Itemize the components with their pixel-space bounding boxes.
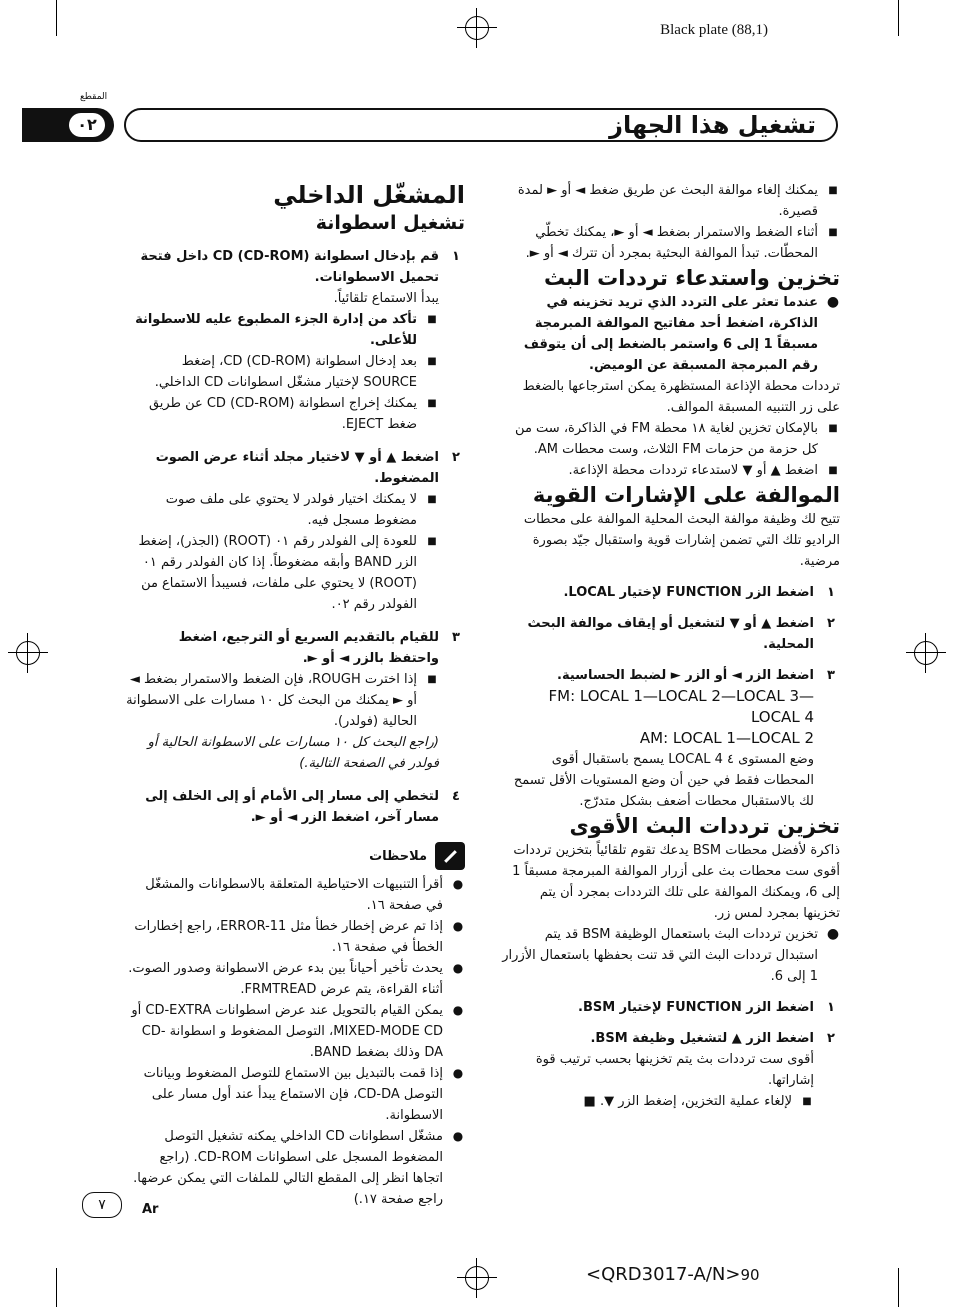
list-item: ● إذا تم عرض إخطار خطأ مثل ERROR-11، راجع إخطارات الخطأ في صفحة ١٦. — [125, 916, 465, 958]
list-item: ■ بالإمكان تخزين لغاية ١٨ محطة FM في الذاكرة، ست من كل حزمة من حزمات FM الثلاث، وست محطات AM. — [500, 418, 840, 460]
list-item: ● عندما تعثر على التردد الذي تريد تخزينه في الذاكرة، اضغط أحد مفاتيح الموالفة المبرمجة مسبقاً 1 إلى 6 واستمر بالضغط إلى أن يتوقف رقم المبرمجة المسبقة عن الوميض. — [500, 292, 840, 376]
step: ٣ للقيام بالتقديم السريع أو الترجيع، اضغط واحتفظ بالزر ◄ أو ►. — [178, 630, 460, 666]
list-item: ■ بعد إدخال اسطوانة (CD (CD-ROM، إضغط SOURCE لإختيار مشغّل اسطوانات CD الداخلي. — [125, 351, 465, 393]
paragraph: ذاكرة لأفضل محطات BSM يدعك تقوم تلقائياً بتخزين ترددات أقوى ست محطات بث على أزرار الموالفة المبرمجة مسبقاً 1 إلى 6، ويمكنك الموالفة على تلك الترددات بمجرد أن يتم تخزينها بمجرد لمس زر. — [512, 843, 840, 921]
bullet-dot-icon: ● — [826, 926, 840, 942]
paragraph: ترددات محطة الإذاعة المستظهرة يمكن استرجاعها بالضغط على زر التنبيه المسبقة الموالف. — [522, 379, 840, 415]
bullet-square-icon: ■ — [802, 1096, 812, 1107]
registration-mark-top — [457, 8, 497, 48]
registration-mark-bottom — [457, 1258, 497, 1298]
step: ٢ اضغط ▲ أو ▼ لاختيار مجلد أثناء عرض الصوت المضغوط. — [155, 450, 460, 486]
crop-mark-right-top — [898, 0, 899, 36]
bullet-dot-icon: ● — [452, 919, 464, 933]
paragraph: يبدأ الاستماع تلقائياً. — [333, 291, 439, 306]
bullet-dot-icon: ● — [452, 961, 464, 975]
plate-label: Black plate (88,1) — [660, 22, 768, 38]
list-item: ■ لا يمكنك اختيار فولدر لا يحتوي على ملف صوت مضغوط مسجل فيه. — [125, 489, 465, 531]
heading-bsm: تخزين ترددات البث الأقوى — [569, 814, 840, 838]
bullet-square-icon: ■ — [828, 423, 838, 434]
bullet-dot-icon: ● — [452, 1003, 464, 1017]
heading-store-recall: تخزين واستدعاء ترددات البث — [543, 266, 840, 290]
pencil-note-icon — [435, 842, 465, 870]
heading-playing-disc: تشغيل اسطوانة — [315, 212, 465, 234]
bullet-square-icon: ■ — [427, 314, 437, 325]
list-item: ■ اضغط ▲ أو ▼ لاستدعاء ترددات محطة الإذاعة. — [500, 460, 840, 481]
right-column — [500, 180, 840, 1112]
bullet-square-icon: ■ — [828, 185, 838, 196]
section-label: المقطع — [80, 92, 108, 102]
bullet-dot-icon: ● — [452, 1129, 464, 1143]
paragraph: تتيح لك وظيفة موالفة البحث المحلية الموالفة على محطات الراديو تلك التي تضمن إشارات قوية واستقبال جيّد بصورة مرضية. — [523, 512, 840, 569]
bullet-dot-icon: ● — [826, 294, 840, 310]
crop-mark-right-bottom — [898, 1268, 899, 1307]
page-number: ٧ — [82, 1192, 122, 1218]
step: ٣ اضغط الزر ◄ أو الزر ► لضبط الحساسية. — [557, 668, 835, 683]
bullet-square-icon: ■ — [427, 536, 437, 547]
bullet-square-icon: ■ — [828, 465, 838, 476]
list-item: ■ إذا اخترت ROUGH، فإن الضغط والاستمرار بضغط ◄ أو ► يمكنك من البحث كل ١٠ مسارات على الاسطوانة الحالية (فولدر). — [125, 669, 465, 732]
list-item: ■ يمكنك إخراج اسطوانة (CD (CD-ROM عن طريق ضغط EJECT. — [125, 393, 465, 435]
bullet-square-icon: ■ — [427, 356, 437, 367]
section-number: ٠٢ — [69, 113, 105, 137]
section-number-tab — [22, 108, 114, 142]
chapter-title: تشغيل هذا الجهاز — [124, 108, 838, 142]
document-code: <QRD3017-A/N>90 — [586, 1264, 760, 1285]
list-item: ● تخزين ترددات البث باستعمال الوظيفة BSM قد يتم استبدال ترددات البث التي قد تنت بحفظها باستعمال الأزرار 1 إلى 6. — [500, 924, 840, 987]
language-code: Ar — [142, 1202, 159, 1217]
step: ٤ لتخطي إلى مسار إلى الأمام أو إلى الخلف إلى مسار آخر، اضغط الزر ◄ أو ►. — [145, 789, 460, 825]
list-item: ■ أثناء الضغط والاستمرار بضغط ◄ أو ►، يمكنك تخطّي المحطّات. تبدأ الموالفة البحثية بمجرد أن تترك ◄ أو ►. — [500, 222, 840, 264]
registration-mark-right — [906, 633, 946, 673]
bullet-square-icon: ■ — [427, 494, 437, 505]
list-item: ● يحدث تأخير أحياناً بين بدء عرض الاسطوانة وصدور الصوت. أثناء القراءة، يتم عرض FRMTREAD. — [125, 958, 465, 1000]
left-column — [125, 180, 465, 1210]
step: ١ اضغط الزر FUNCTION لإختيار BSM. — [577, 1000, 835, 1015]
registration-mark-left — [8, 633, 48, 673]
list-item: ■ تأكد من إدارة الجزء المطبوع عليه للاسطوانة للأعلى. — [125, 309, 465, 351]
heading-local-tuning: الموالفة على الإشارات القوية — [532, 483, 840, 507]
notes-heading: ملاحظات — [125, 842, 465, 870]
step: ١ قم بإدخال اسطوانة (CD (CD-ROM داخل فتحة تحميل الاسطوانات. — [140, 249, 460, 285]
local-fm-levels: FM: LOCAL 1—LOCAL 2—LOCAL 3—LOCAL 4 — [548, 687, 814, 726]
list-item: ■ يمكنك إلغاء موالفة البحث عن طريق ضغط ◄ أو ► لمدة قصيرة. — [500, 180, 840, 222]
paragraph: أقوى ست ترددات بث يتم تخزينها بحسب ترتيب قوة إشاراتها. — [535, 1052, 814, 1088]
list-item: ● يمكن القيام بالتحويل عند عرض اسطوانات CD-EXTRA أو MIXED-MODE CD، التوصل المضغوط و اسطوانة -CD DA وذلك بضغط BAND. — [125, 1000, 465, 1063]
list-item: ● أقرأ التنبيهات الاحتياطية المتعلقة بالاسطوانات والمشغّل في صفحة ١٦. — [125, 874, 465, 916]
crop-mark-left-top — [56, 0, 57, 36]
step: ٢ اضغط الزر ▲ لتشغيل وظيفة BSM. — [590, 1031, 835, 1046]
list-item: ● مشغّل اسطوانات CD الداخلي يمكنه تشغيل التوصل المضغوط المسجل على اسطوانات CD-ROM. (راجع اتجاها انظر إلى المقطع التالي للملفات التي يمكن عرضها. راجع صفحة ١٧.) — [125, 1126, 465, 1210]
local-am-levels: AM: LOCAL 1—LOCAL 2 — [639, 729, 814, 747]
bullet-square-icon: ■ — [828, 227, 838, 238]
list-item: ■ لإلغاء عملية التخزين، إضغط الزر ▼. ■ — [500, 1091, 840, 1112]
paragraph: (راجع البحث كل ١٠ مسارات على الاسطوانة الحالية أو فولدر في الصفحة التالية.) — [147, 735, 439, 771]
step: ١ اضغط الزر FUNCTION لإختيار LOCAL. — [563, 585, 835, 600]
list-item: ● إذا قمت بالتبديل بين الاستماع للتوصل المضغوط وبيانات التوصل CD-DA، فإن الاستماع يبدأ عند أول مسار على الاسطوانة. — [125, 1063, 465, 1126]
bullet-dot-icon: ● — [452, 877, 464, 891]
paragraph: وضع المستوى ٤ LOCAL 4 يسمح باستقبال أقوى المحطات فقط في حين أن وضع المستويات الأقل تسمح لك بالاستقبال محطات أضعف بشكل متدرّج. — [513, 752, 814, 809]
bullet-square-icon: ■ — [427, 674, 437, 685]
list-item: ■ للعودة إلى الفولدر رقم ٠١ (ROOT) (الجذر)، إضغط الزر BAND وأبقه مضغوطاً. إذا كان الفولدر رقم ٠١ (ROOT) لا يحتوي على ملفات، فسيبدأ الاستماع من الفولدر رقم ٠٢. — [125, 531, 465, 615]
step: ٢ اضغط ▲ أو ▼ لتشغيل أو إيقاف موالفة البحث المحلية. — [527, 616, 835, 652]
bullet-dot-icon: ● — [452, 1066, 464, 1080]
crop-mark-left-bottom — [56, 1268, 57, 1307]
bullet-square-icon: ■ — [427, 398, 437, 409]
heading-internal-player: المشغّل الداخلي — [273, 181, 465, 209]
